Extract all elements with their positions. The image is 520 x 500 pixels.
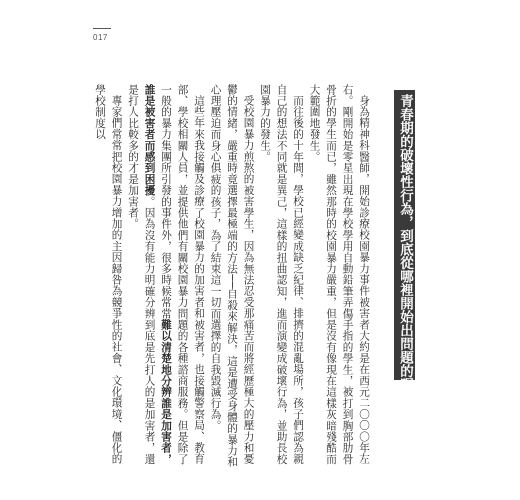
paragraph: [92, 84, 125, 474]
paragraph-text: 專家們常常把校園暴力增加的主因歸咎為競爭性的社會、文化環境、僵化的學校制度以: [94, 84, 123, 465]
paragraph-text: 身為精神科醫師，開始診療校園暴力事件被害者大約是在西元二〇〇〇年左右。剛開始是零星出現在學校學用自動鉛筆弄傷手指的學生，被打到胸部肋骨骨折的學生而已，雖然那時的校園暴力嚴重，但是沒有像現在這樣灰暗殘酷而大範圍地發生。: [308, 84, 370, 465]
emphasized-text: 難以清楚地分辨誰是加害者，誰是被害者而感到困擾: [143, 84, 172, 465]
paragraph-text: 。因為沒有能力明確分辨到底是先打人的是加害者，還是打人比較多的才是加害者。: [127, 84, 156, 465]
paragraph: [306, 84, 372, 474]
paragraph: [257, 84, 307, 474]
paragraph-text: 這些年來我接觸及診療了校園暴力的加害者和被害者，也接觸警察局、教育部、學校相關人員，並提供他們有關校園暴力問題的各種諮商服務。但是除了一般的暴力集團所引發的事件外，很多時候常常: [160, 84, 205, 465]
paragraph-text: 受校園暴力煎熬的被害學生，因為無法忍受那痛苦而將經歷極大的壓力和憂鬱的情緒，嚴重時竟選擇最極端的方法──自殺來解決，這是遭受身體的暴力和心理壓迫而身心俱疲的孩子，為了結束這一切而選擇的自我毀滅行為。: [209, 84, 255, 468]
body-text: [94, 84, 372, 474]
paragraph-text: 而往後的十年間，學校已經變成缺乏紀律、排擠的混亂場所，孩子們認為親自己的想法不同就是異己，這樣的扭曲認知，進而演變成破壞行為，並助長校園暴力的發生。: [259, 84, 304, 465]
paragraph: [207, 84, 257, 474]
page-number-rule: [93, 28, 111, 29]
page-number: 017: [93, 33, 108, 42]
paragraph: [125, 84, 208, 474]
chapter-title-banner: 青春期的破壞性行為，到底從哪裡開始出問題的呢？: [394, 90, 415, 380]
